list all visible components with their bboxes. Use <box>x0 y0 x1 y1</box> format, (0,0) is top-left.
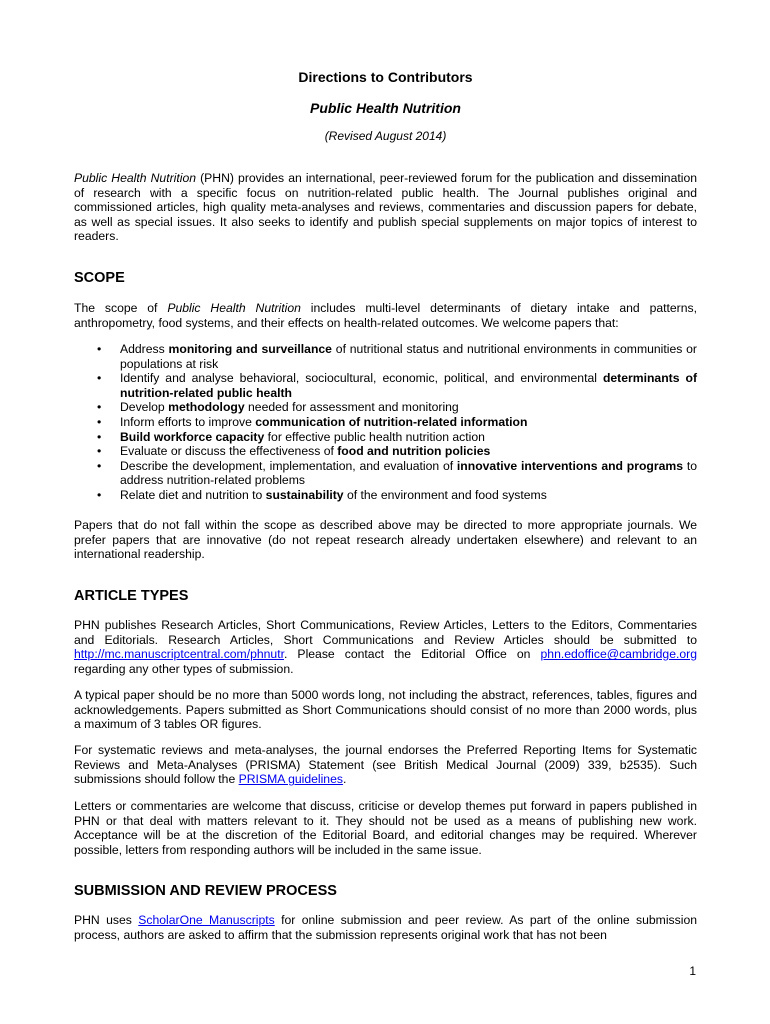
list-item: • Build workforce capacity for effective public health nutrition action <box>74 430 697 445</box>
submission-heading: SUBMISSION AND REVIEW PROCESS <box>74 883 337 899</box>
article-types-paragraph-3: For systematic reviews and meta-analyses, the journal endorses the Preferred Reporting Items for Systematic Reviews and Meta-Analyses (PRISMA) Statement (see British Medical Journal (2009) 339, b2535). Such submissions should follow the PRISMA guidelines. <box>74 743 697 787</box>
intro-paragraph <box>74 171 697 244</box>
submission-paragraph: PHN uses ScholarOne Manuscripts for online submission and peer review. As part of the online submission process, authors are asked to affirm that the submission represents original work that has not been <box>74 913 697 942</box>
journal-name: Public Health Nutrition <box>310 100 461 116</box>
list-item: • Describe the development, implementation, and evaluation of innovative interventions and programs to address nutrition-related problems <box>74 459 697 488</box>
article-types-paragraph-4: Letters or commentaries are welcome that discuss, criticise or develop themes put forward in papers published in PHN or that deal with matters relevant to it. They should not be used as a means of publishing new work. Acceptance will be at the discretion of the Editorial Board, and editorial changes may be required. Wherever possible, letters from responding authors will be included in the same issue. <box>74 799 697 857</box>
list-item: • Address monitoring and surveillance of nutritional status and nutritional environments in communities or populations at risk <box>74 342 697 371</box>
revision-date: (Revised August 2014) <box>324 129 447 143</box>
scope-heading: SCOPE <box>74 270 125 286</box>
article-types-paragraph-1: PHN publishes Research Articles, Short Communications, Review Articles, Letters to the Editors, Commentaries and Editorials. Research Articles, Short Communications and Review Articles should be submitted to http://mc.manuscriptcentral.com/phnutr. Please contact the Editorial Office on phn.edoffice@cambridge.org regarding any other types of submission. <box>74 618 697 676</box>
article-types-paragraph-2: A typical paper should be no more than 5000 words long, not including the abstract, references, tables, figures and acknowledgements. Papers submitted as Short Communications should consist of no more than 2000 words, plus a maximum of 3 tables OR figures. <box>74 688 697 732</box>
intro-text: (PHN) provides an international, peer-reviewed forum for the publication and dissemination of research with a specific focus on nutrition-related public health. The Journal publishes original and commissioned articles, high quality meta-analyses and reviews, commentaries and discussion papers for debate, as well as special issues. It also seeks to identify and publish special supplements on major topics of interest to readers. <box>74 171 698 244</box>
intro-journal-name: Public Health Nutrition <box>74 171 197 185</box>
scope-bullet-list <box>74 342 697 503</box>
list-item: • Develop methodology needed for assessment and monitoring <box>74 400 697 415</box>
prisma-guidelines-link[interactable]: PRISMA guidelines <box>238 772 343 787</box>
document-title: Directions to Contributors <box>298 69 473 85</box>
page-number: 1 <box>689 964 696 978</box>
list-item: • Relate diet and nutrition to sustainability of the environment and food systems <box>74 488 697 503</box>
editorial-email-link[interactable]: phn.edoffice@cambridge.org <box>540 647 697 662</box>
scholarone-link[interactable]: ScholarOne Manuscripts <box>138 913 275 927</box>
article-types-heading: ARTICLE TYPES <box>74 588 189 604</box>
manuscript-central-link[interactable]: http://mc.manuscriptcentral.com/phnutr <box>74 647 284 662</box>
list-item: • Identify and analyse behavioral, sociocultural, economic, political, and environmental determinants of nutrition-related public health <box>74 371 697 400</box>
list-item: • Evaluate or discuss the effectiveness of food and nutrition policies <box>74 444 697 459</box>
scope-closing: Papers that do not fall within the scope as described above may be directed to more appropriate journals. We prefer papers that are innovative (do not repeat research already undertaken elsewhere) and relevant to an international readership. <box>74 518 697 562</box>
scope-lead: The scope of Public Health Nutrition includes multi-level determinants of dietary intake and patterns, anthropometry, food systems, and their effects on health-related outcomes. We welcome papers that: <box>74 301 697 330</box>
list-item: • Inform efforts to improve communication of nutrition-related information <box>74 415 697 430</box>
